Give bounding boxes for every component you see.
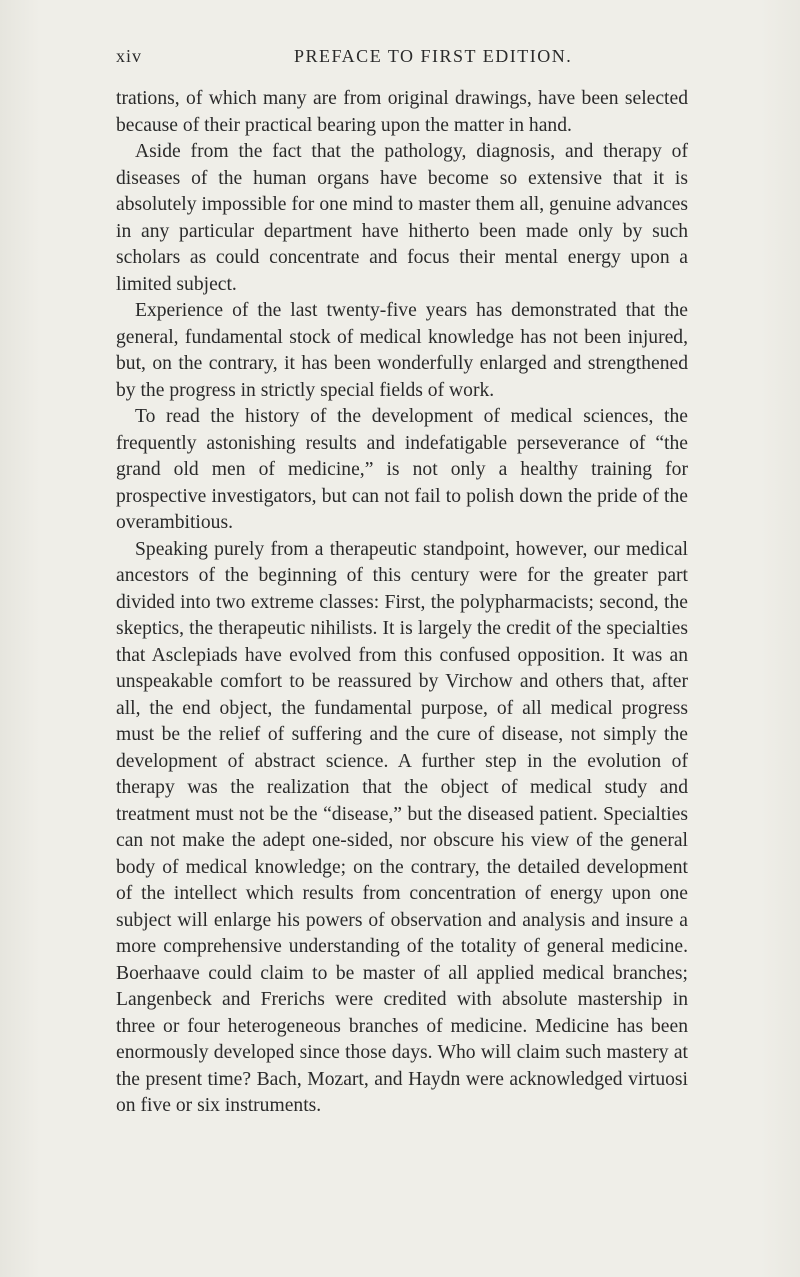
paragraph: Experience of the last twenty-five years has demonstrated that the general, fundamental stock of medical knowledge has not been injured, but, on the contrary, it has been wonderfully enlarged and strengthened by the progress in strictly special fields of work. bbox=[116, 300, 688, 401]
paragraph: Aside from the fact that the pathology, diagnosis, and therapy of diseases of the human organs have become so extensive that it is absolutely impossible for one mind to master them all, genuine advances in any particular department have hitherto been made only by such scholars as could concentrate and focus their mental energy upon a limited subject. bbox=[116, 141, 688, 295]
page-header bbox=[116, 46, 686, 70]
body-text bbox=[116, 86, 688, 1120]
page-number: xiv bbox=[116, 46, 143, 66]
paragraph: To read the history of the development of medical sciences, the frequently astonishing results and indefatigable perseverance of “the grand old men of medicine,” is not only a healthy training for prospective investigators, but can not fail to polish down the pride of the overambitious. bbox=[116, 406, 688, 533]
paragraph: Speaking purely from a therapeutic standpoint, however, our medical ancestors of the beginning of this century were for the greater part divided into two extreme classes: First, the polypharmacists; second, the skeptics, the therapeutic nihilists. It is largely the credit of the specialties that Asclepiads have evolved from this confused opposition. It was an unspeakable comfort to be reassured by Virchow and others that, after all, the end object, the fundamental purpose, of all medical progress must be the relief of suffering and the cure of disease, not simply the development of abstract science. A further step in the evolution of therapy was the realization that the object of medical study and treatment must not be the “disease,” but the diseased patient. Specialties can not make the adept one-sided, nor obscure his view of the general body of medical knowledge; on the contrary, the detailed development of the intellect which results from concentration of energy upon one subject will enlarge his powers of observation and analysis and insure a more comprehensive understanding of the totality of general medicine. Boerhaave could claim to be master of all applied medical branches; Langenbeck and Frerichs were credited with absolute mastership in three or four heterogeneous branches of medicine. Medicine has been enormously developed since those days. Who will claim such mastery at the present time? Bach, Mozart, and Haydn were acknowledged virtuosi on five or six instruments. bbox=[116, 538, 688, 1116]
paragraph-continuation: trations, of which many are from original drawings, have been selected because of their practical bearing upon the matter in hand. bbox=[116, 88, 688, 136]
running-head: PREFACE TO FIRST EDITION. bbox=[294, 46, 573, 66]
